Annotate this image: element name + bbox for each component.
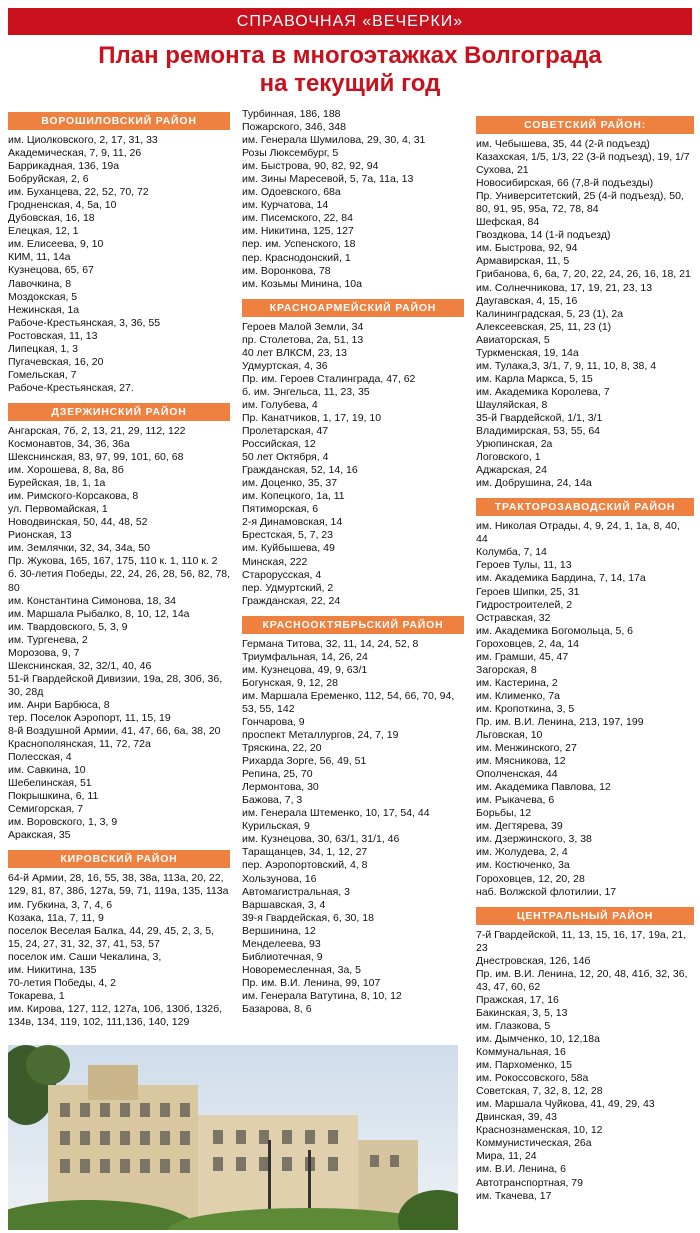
address-line: им. Жолудева, 2, 4 [476,846,568,859]
district-section [476,116,694,490]
address-line: Ростовская, 11, 13 [8,329,98,342]
address-line: Космонавтов, 34, 36, 36а [8,437,130,450]
address-line: им. Писемского, 22, 84 [242,212,353,225]
address-line: Остравская, 32 [476,611,551,624]
district-section [8,850,230,1029]
address-line: Бурейская, 1в, 1, 1а [8,477,106,490]
address-line: 51-й Гвардейской Дивизии, 19а, 28, 30б, 36, 30, 28д [8,672,223,698]
address-line: Гидростроителей, 2 [476,598,573,611]
address-line: Логовского, 1 [476,451,541,464]
column-3 [476,116,694,1211]
address-line: Коммунальная, 16 [476,1046,566,1059]
address-line: Розы Люксембург, 5 [242,147,339,160]
address-line: наб. Волжской флотилии, 17 [476,885,617,898]
address-line: Елецкая, 12, 1 [8,225,79,238]
district-section [8,403,230,843]
district-section [242,299,464,608]
title-line-1: План ремонта в многоэтажках Волгограда [98,42,602,69]
address-line: б. 30-летия Победы, 22, 24, 26, 28, 56, 82, 78, 80 [8,568,230,594]
address-line: Новоремесленная, 3а, 5 [242,963,361,976]
address-line: Пр. им. В.И. Ленина, 213, 197, 199 [476,715,644,728]
address-line: им. Менжинского, 27 [476,742,577,755]
address-line: пер. Аэропортовский, 4, 8 [242,859,368,872]
address-line: им. Академика Королева, 7 [476,385,610,398]
address-line: Покрышкина, 6, 11 [8,790,99,803]
address-line: КИМ, 11, 14а [8,251,71,264]
address-line: Шекснинская, 83, 97, 99, 101, 60, 68 [8,451,184,464]
address-line: им. Воровского, 1, 3, 9 [8,816,118,829]
building-photo [8,1045,458,1230]
address-line: 70-летия Победы, 4, 2 [8,976,116,989]
address-line: Ангарская, 7б, 2, 13, 21, 29, 112, 122 [8,424,186,437]
address-line: им. Дымченко, 10, 12,18а [476,1033,600,1045]
rubric-banner: СПРАВОЧНАЯ «ВЕЧЕРКИ» [8,8,692,35]
address-line: им. Рыкачева, 6 [476,794,555,807]
address-line: Гродненская, 4, 5а, 10 [8,199,117,212]
address-line: Шефская, 84 [476,216,540,229]
address-line: Шауляйская, 8 [476,398,548,411]
address-line: им. Кастерина, 2 [476,676,558,689]
address-line: им. Чебышева, 35, 44 (2-й подъезд) [476,138,650,150]
address-line: Мира, 11, 24 [476,1150,537,1163]
district-header: СОВЕТСКИЙ РАЙОН: [476,116,694,134]
district-section [476,498,694,898]
address-line: пер. им. Успенского, 18 [242,238,356,251]
address-line: Хользунова, 16 [242,872,317,885]
address-line: Базарова, 8, 6 [242,1003,312,1015]
address-line: им. Кузнецова, 49, 9, 63/1 [242,663,368,676]
column-1 [8,112,230,1037]
address-line: Гороховцев, 12, 20, 28 [476,872,585,885]
address-line: 39-я Гвардейская, 6, 30, 18 [242,911,374,924]
address-line: Грибанова, 6, 6а, 7, 20, 22, 24, 26, 16, 18, 21 [476,268,691,281]
address-line: им. Добрушина, 24, 14а [476,477,592,490]
address-line: им. Кропоткина, 3, 5 [476,702,575,715]
address-line: им. Губкина, 3, 7, 4, 6 [8,898,113,911]
address-line: 35-й Гвардейской, 1/1, 3/1 [476,411,603,424]
column-2 [242,108,464,1024]
address-line: Казахская, 1/5, 1/3, 22 (3-й подъезд), 19, 1/7 [476,151,690,164]
address-line: им. Быстрова, 92, 94 [476,242,578,255]
address-line: Загорская, 8 [476,663,537,676]
address-line: Морозова, 9, 7 [8,646,80,659]
address-line: Армавирская, 11, 5 [476,255,570,268]
address-line: поселок Веселая Балка, 44, 29, 45, 2, 3, 5, 15, 24, 27, 31, 32, 37, 41, 53, 57 [8,924,215,950]
address-line: Таращанцев, 34, 1, 12, 27 [242,846,368,859]
address-line: им. Рокоссовского, 58а [476,1072,589,1085]
address-line: им. Карла Маркса, 5, 15 [476,372,593,385]
address-line: им. Николая Отрады, 4, 9, 24, 1, 1а, 8, 40, 44 [476,520,680,546]
address-line: им. Кузнецова, 30, 63/1, 31/1, 46 [242,833,400,846]
address-line: им. Римского-Корсакова, 8 [8,490,139,503]
address-line: Алексеевская, 25, 11, 23 (1) [476,320,612,333]
address-line: Пожарского, 346, 348 [242,121,346,134]
address-line: Аджарская, 24 [476,464,547,477]
address-line: им. Генерала Штеменко, 10, 17, 54, 44 [242,807,430,820]
address-line: б. им. Энгельса, 11, 23, 35 [242,385,370,398]
address-line: им. Никитина, 125, 127 [242,225,354,238]
address-line: им. Академика Бардина, 7, 14, 17а [476,572,646,585]
address-line: Днестровская, 126, 14б [476,954,591,967]
address-line: Гончарова, 9 [242,715,305,728]
address-line: Дубовская, 16, 18 [8,212,95,225]
address-line: им. Генерала Ватутина, 8, 10, 12 [242,989,402,1002]
address-line: Автотранспортная, 79 [476,1176,583,1189]
address-line: Аракская, 35 [8,829,71,842]
address-line: Владимирская, 53, 55, 64 [476,425,601,438]
address-line: Турбинная, 186, 188 [242,108,341,120]
address-line: им. Хорошева, 8, 8а, 8б [8,464,124,477]
address-line: им. Ткачева, 17 [476,1189,552,1202]
address-line: Библиотечная, 9 [242,950,323,963]
address-line: Пролетарская, 47 [242,425,329,438]
address-line: им. Костюченко, 3а [476,859,570,872]
address-line: Рабоче-Крестьянская, 3, 36, 55 [8,316,161,329]
district-header: КРАСНООКТЯБРЬСКИЙ РАЙОН [242,616,464,634]
district-header: КИРОВСКИЙ РАЙОН [8,850,230,868]
address-line: Советская, 7, 32, 8, 12, 28 [476,1085,603,1098]
district-header: ЦЕНТРАЛЬНЫЙ РАЙОН [476,907,694,925]
address-line: Пражская, 17, 16 [476,993,559,1006]
address-line: Ополченская, 44 [476,768,558,781]
address-line: Старорусская, 4 [242,568,322,581]
district-section [476,907,694,1203]
address-line: Российская, 12 [242,438,316,451]
address-line: им. Землячки, 32, 34, 34а, 50 [8,542,150,555]
address-line: им. Кирова, 127, 112, 127а, 106, 130б, 132б, 134в, 134, 119, 102, 111,136, 140, 129 [8,1002,223,1028]
address-line: 64-й Армии, 28, 16, 55, 38, 38а, 113а, 20, 22, 129, 81, 87, 38б, 127а, 59, 71, 119а, 135, 113а [8,872,229,898]
address-line: Репина, 25, 70 [242,768,313,781]
address-line: Рионская, 13 [8,529,72,542]
address-line: Бакинская, 3, 5, 13 [476,1006,568,1019]
address-line: Пр. им. В.И. Ленина, 99, 107 [242,976,381,989]
address-line: им. Савкина, 10 [8,764,86,777]
address-line: им. Академика Богомольца, 5, 6 [476,624,634,637]
address-line: Новодвинская, 50, 44, 48, 52 [8,516,148,529]
address-line: Удмуртская, 4, 36 [242,359,328,372]
title-line-2: на текущий год [259,70,441,97]
address-line: Академическая, 7, 9, 11, 26 [8,147,142,160]
address-line: Семигорская, 7 [8,803,84,816]
address-line: им. Анри Барбюса, 8 [8,698,110,711]
address-line: Токарева, 1 [8,989,65,1002]
address-line: Триумфальная, 14, 26, 24 [242,650,368,663]
address-line: им. Воронкова, 78 [242,264,331,277]
address-line: Льговская, 10 [476,729,543,742]
address-line: Гороховцев, 2, 4а, 14 [476,637,579,650]
address-line: им. Буханцева, 22, 52, 70, 72 [8,186,149,199]
address-line: им. Константина Симонова, 18, 34 [8,594,176,607]
address-line: Лермонтова, 30 [242,781,319,794]
address-line: Липецкая, 1, 3 [8,342,78,355]
address-line: Лавочкина, 8 [8,277,72,290]
address-line: им. Одоевского, 68а [242,186,341,199]
address-line: Героев Шипки, 25, 31 [476,585,580,598]
district-section [242,616,464,1016]
address-line: им. Маршала Еременко, 112, 54, 66, 70, 94, 53, 55, 142 [242,689,455,715]
district-header: ВОРОШИЛОВСКИЙ РАЙОН [8,112,230,130]
address-line: Коммунистическая, 26а [476,1137,592,1150]
address-line: 40 лет ВЛКСМ, 23, 13 [242,346,347,359]
address-line: поселок им. Саши Чекалина, 3, [8,950,162,963]
address-line: им. Тулака,3, 3/1, 7, 9, 11, 10, 8, 38, 4 [476,359,657,372]
district-header: ДЗЕРЖИНСКИЙ РАЙОН [8,403,230,421]
address-line: Авиаторская, 5 [476,333,550,346]
address-line: Пр. Университетский, 25 (4-й подъезд), 50, 80, 91, 95, 95а, 72, 78, 84 [476,190,684,216]
address-line: им. Твардовского, 5, 3, 9 [8,620,128,633]
address-line: им. Тургенева, 2 [8,633,88,646]
page-title [0,42,700,98]
address-line: им. Козьмы Минина, 10а [242,277,362,290]
address-line: им. Генерала Шумилова, 29, 30, 4, 31 [242,134,426,147]
address-line: им. Циолковского, 2, 17, 31, 33 [8,134,158,146]
address-line: Гражданская, 22, 24 [242,594,341,607]
address-line: им. Маршала Чуйкова, 41, 49, 29, 43 [476,1098,655,1111]
address-line: им. Академика Павлова, 12 [476,781,611,794]
address-line: Двинская, 39, 43 [476,1111,557,1124]
address-line: Пугачевская, 16, 20 [8,355,104,368]
address-line: им. Клименко, 7а [476,689,560,702]
address-line: проспект Металлургов, 24, 7, 19 [242,729,399,742]
address-line: им. Дзержинского, 3, 38 [476,833,592,846]
address-line: Козака, 11а, 7, 11, 9 [8,911,104,924]
district-section [242,108,464,291]
address-line: Героев Тулы, 11, 13 [476,559,572,572]
address-line: Бобруйская, 2, 6 [8,173,89,186]
address-line: им. Маршала Рыбалко, 8, 10, 12, 14а [8,607,190,620]
address-line: им. Никитина, 135 [8,963,97,976]
address-line: Гомельская, 7 [8,368,77,381]
address-line: им. Глазкова, 5 [476,1019,551,1032]
address-line: Тряскина, 22, 20 [242,742,322,755]
address-line: Гвоздкова, 14 (1-й подъезд) [476,229,611,242]
address-line: Шекснинская, 32, 32/1, 40, 46 [8,659,152,672]
address-line: им. Дегтярева, 39 [476,820,563,833]
address-line: им. Доценко, 35, 37 [242,477,338,490]
address-line: Кузнецова, 65, 67 [8,264,94,277]
address-line: Урюпинская, 2а [476,438,553,451]
address-line: Курильская, 9 [242,820,310,833]
address-line: Нежинская, 1а [8,303,80,316]
address-line: Краснополянская, 11, 72, 72а [8,738,151,751]
address-line: им. В.И. Ленина, 6 [476,1163,566,1176]
address-line: Моздокская, 5 [8,290,78,303]
district-header: КРАСНОАРМЕЙСКИЙ РАЙОН [242,299,464,317]
address-line: Рихарда Зорге, 56, 49, 51 [242,755,367,768]
address-line: 50 лет Октября, 4 [242,451,329,464]
address-line: пер. Краснодонский, 1 [242,251,351,264]
address-line: им. Зины Маресевой, 5, 7а, 11а, 13 [242,173,414,186]
address-line: Пр. им. В.И. Ленина, 12, 20, 48, 41б, 32, 36, 43, 47, 60, 62 [476,967,688,993]
address-line: ул. Первомайская, 1 [8,503,108,516]
address-line: Бажова, 7, 3 [242,794,303,807]
address-line: Даугавская, 4, 15, 16 [476,294,578,307]
address-line: Германа Титова, 32, 11, 14, 24, 52, 8 [242,637,419,650]
address-line: им. Курчатова, 14 [242,199,329,212]
address-line: Брестская, 5, 7, 23 [242,529,333,542]
address-line: Гражданская, 52, 14, 16 [242,464,358,477]
address-line: им. Куйбышева, 49 [242,542,335,555]
address-line: 8-й Воздушной Армии, 41, 47, 66, 6а, 38, 20 [8,725,221,738]
address-line: им. Грамши, 45, 47 [476,650,569,663]
address-line: тер. Поселок Аэропорт, 11, 15, 19 [8,711,171,724]
address-line: пер. Удмуртский, 2 [242,581,334,594]
address-line: Колумба, 7, 14 [476,546,547,559]
address-line: Варшавская, 3, 4 [242,898,326,911]
district-section [8,112,230,395]
address-line: Калининградская, 5, 23 (1), 2а [476,307,624,320]
district-header: ТРАКТОРОЗАВОДСКИЙ РАЙОН [476,498,694,516]
address-line: Пр. Канатчиков, 1, 17, 19, 10 [242,411,382,424]
address-line: Пр. Жукова, 165, 167, 175, 110 к. 1, 110 к. 2 [8,555,218,568]
address-line: им. Солнечникова, 17, 19, 21, 23, 13 [476,281,653,294]
address-line: им. Пархоменко, 15 [476,1059,572,1072]
address-line: Краснознаменская, 10, 12 [476,1124,603,1137]
address-line: им. Голубева, 4 [242,398,318,411]
address-line: им. Мясникова, 12 [476,755,566,768]
address-line: Менделеева, 93 [242,937,321,950]
address-line: им. Быстрова, 90, 82, 92, 94 [242,160,379,173]
address-line: Туркменская, 19, 14а [476,346,579,359]
address-line: Рабоче-Крестьянская, 27. [8,381,134,394]
address-line: Борьбы, 12 [476,807,532,820]
address-line: им. Копецкого, 1а, 11 [242,490,345,503]
address-line: пр. Столетова, 2а, 51, 13 [242,333,364,346]
address-line: Новосибирская, 66 (7,8-й подъезды) [476,177,654,190]
address-line: Героев Малой Земли, 34 [242,320,364,333]
address-line: Вершинина, 12 [242,924,316,937]
address-line: 2-я Динамовская, 14 [242,516,343,529]
address-line: Баррикадная, 136, 19а [8,160,120,173]
address-line: Полесская, 4 [8,751,72,764]
address-line: Пятиморская, 6 [242,503,319,516]
address-line: Шебелинская, 51 [8,777,92,790]
address-line: Богунская, 9, 12, 28 [242,676,338,689]
address-line: Минская, 222 [242,555,308,568]
address-line: Пр. им. Героев Сталинграда, 47, 62 [242,372,416,385]
address-line: Сухова, 21 [476,164,529,177]
address-line: 7-й Гвардейской, 11, 13, 15, 16, 17, 19а, 21, 23 [476,928,687,954]
address-line: Автомагистральная, 3 [242,885,350,898]
address-line: им. Елисеева, 9, 10 [8,238,104,251]
